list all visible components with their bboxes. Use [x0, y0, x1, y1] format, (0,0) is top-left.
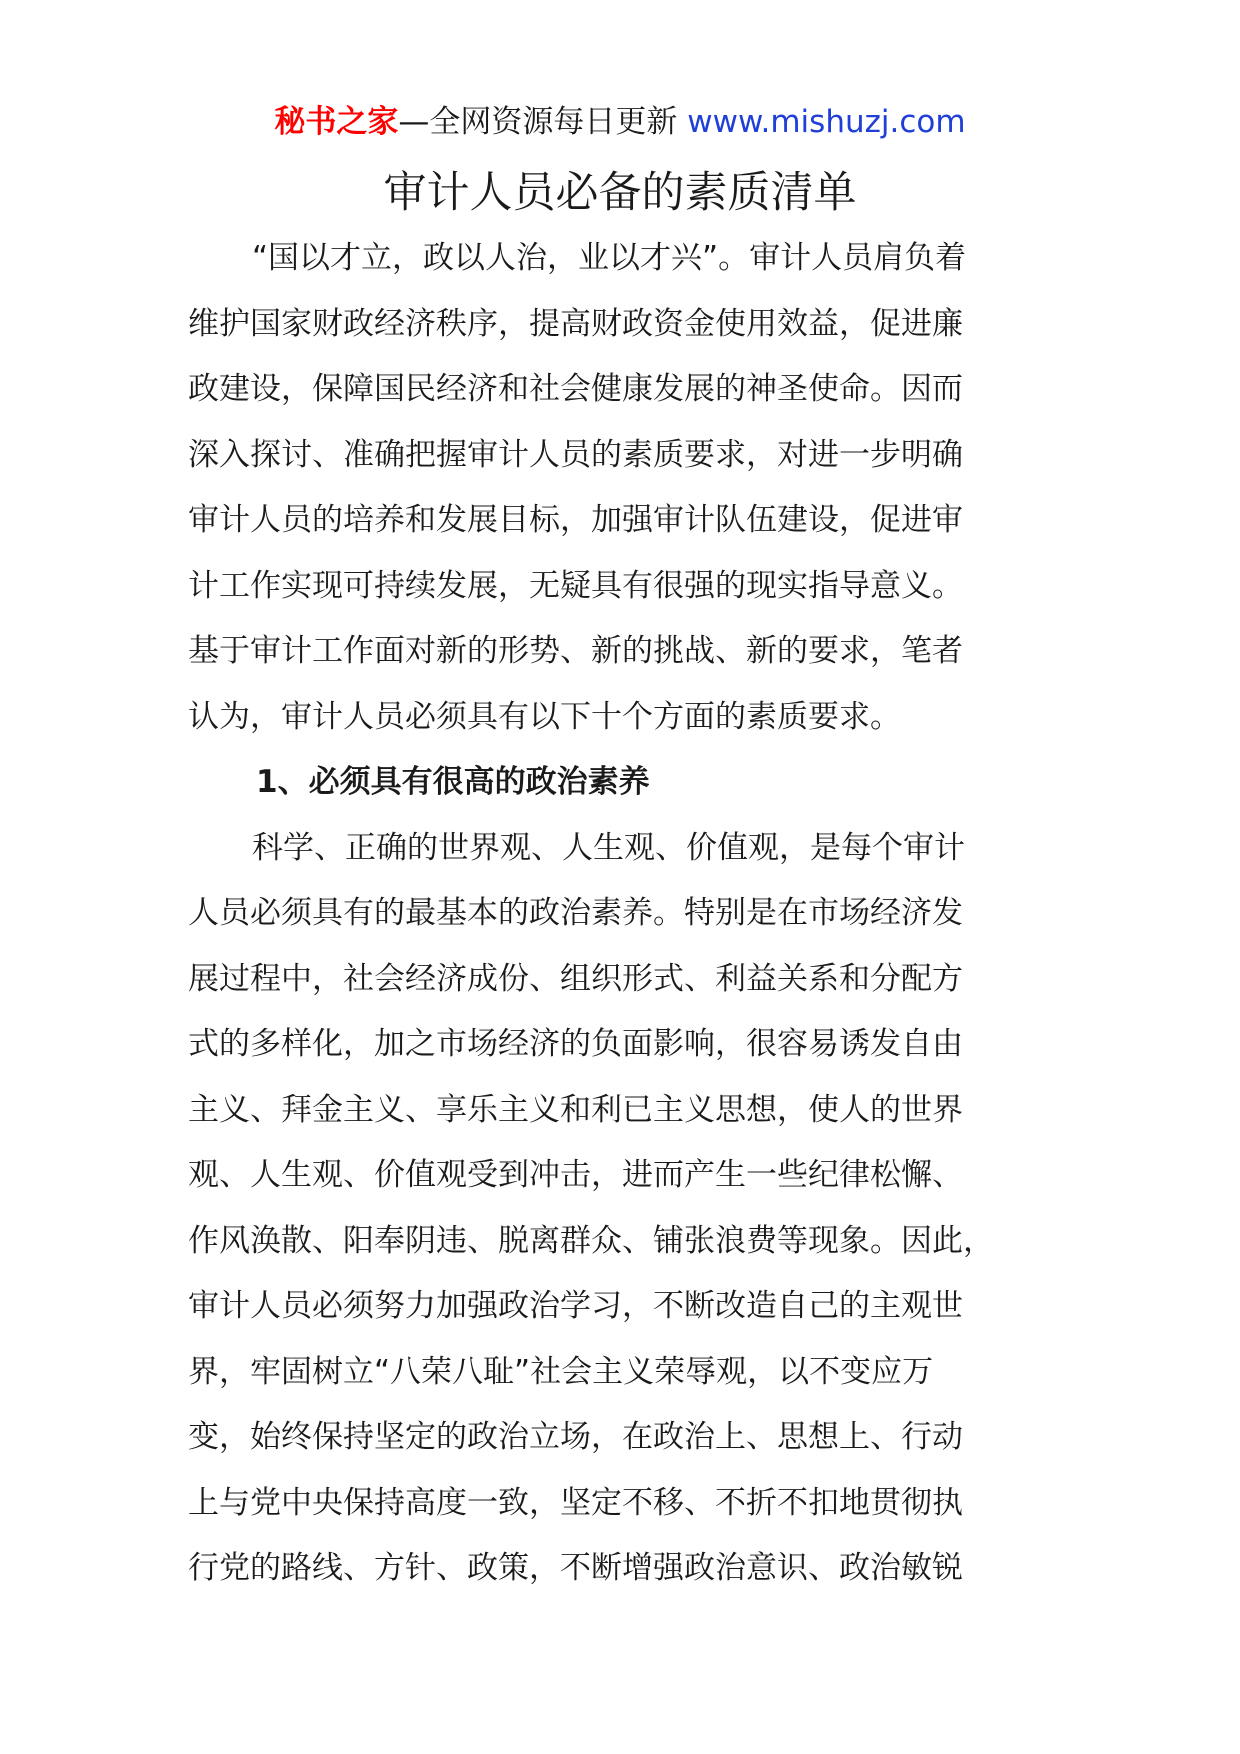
- section-heading: 1、必须具有很高的政治素养: [256, 764, 650, 800]
- document-body: [188, 226, 1048, 1602]
- paragraph-line: 维护国家财政经济秩序，提高财政资金使用效益，促进廉: [188, 305, 963, 342]
- paragraph-line: 政建设，保障国民经济和社会健康发展的神圣使命。因而: [188, 371, 963, 407]
- paragraph-line: “国以才立，政以人治，业以才兴”。审计人员肩负着: [252, 240, 967, 276]
- paragraph-line: 审计人员必须努力加强政治学习，不断改造自己的主观世: [188, 1288, 963, 1324]
- paragraph-line: 观、人生观、价值观受到冲击，进而产生一些纪律松懈、: [188, 1157, 963, 1193]
- document-title: 审计人员必备的素质清单: [383, 168, 857, 218]
- paragraph-line: 主义、拜金主义、享乐主义和利已主义思想，使人的世界: [188, 1091, 963, 1128]
- brand-name: 秘书之家: [274, 104, 399, 140]
- header-tagline: —全网资源每日更新: [398, 104, 688, 140]
- paragraph-line: 变，始终保持坚定的政治立场，在政治上、思想上、行动: [188, 1419, 963, 1455]
- paragraph-line: 行党的路线、方针、政策，不断增强政治意识、政治敏锐: [188, 1550, 963, 1586]
- paragraph-line: 界，牢固树立“八荣八耻”社会主义荣辱观，以不变应万: [188, 1353, 934, 1390]
- paragraph-line: 式的多样化，加之市场经济的负面影响，很容易诱发自由: [188, 1026, 963, 1062]
- paragraph-line: 审计人员的培养和发展目标，加强审计队伍建设，促进审: [188, 502, 963, 538]
- paragraph-line: 深入探讨、准确把握审计人员的素质要求，对进一步明确: [188, 436, 963, 473]
- paragraph-line: 作风涣散、阳奉阴违、脱离群众、铺张浪费等现象。因此，: [188, 1222, 994, 1259]
- paragraph-line: 展过程中，社会经济成份、组织形式、利益关系和分配方: [188, 960, 963, 997]
- site-header: [0, 100, 1240, 144]
- site-url-link[interactable]: www.mishuzj.com: [687, 104, 966, 140]
- paragraph-line: 人员必须具有的最基本的政治素养。特别是在市场经济发: [188, 895, 963, 931]
- paragraph-line: 计工作实现可持续发展，无疑具有很强的现实指导意义。: [188, 567, 963, 604]
- paragraph-line: 上与党中央保持高度一致，坚定不移、不折不扣地贯彻执: [188, 1484, 963, 1521]
- paragraph-line: 认为，审计人员必须具有以下十个方面的素质要求。: [188, 698, 901, 735]
- paragraph-line: 科学、正确的世界观、人生观、价值观，是每个审计: [252, 829, 965, 866]
- paragraph-line: 基于审计工作面对新的形势、新的挑战、新的要求，笔者: [188, 633, 963, 669]
